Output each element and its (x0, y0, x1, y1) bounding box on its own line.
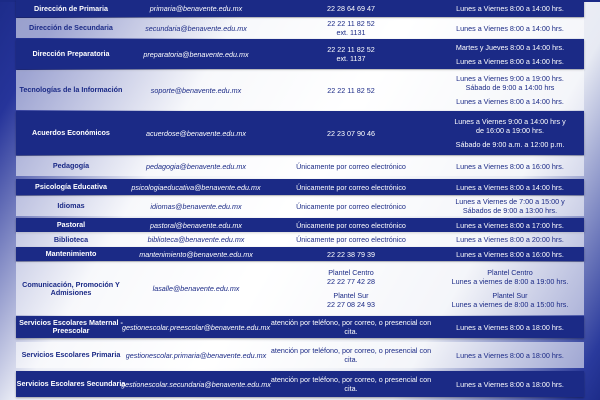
department-email-link[interactable]: gestionescolar.preescolar@benavente.edu.mx (121, 322, 271, 332)
department-name: Servicios Escolares Maternal - Preescolar (19, 318, 123, 335)
department-phone: Únicamente por correo electrónico (296, 201, 406, 211)
department-name: Dirección de Secundaria (29, 23, 113, 32)
department-name: Tecnologías de la Información (19, 85, 123, 94)
department-hours: Lunes a Viernes 8:00 a 20:00 hrs. (456, 235, 564, 244)
table-row (16, 111, 584, 155)
department-name: Pedagogía (52, 161, 90, 170)
department-email-link[interactable]: pedagogia@benavente.edu.mx (145, 161, 246, 171)
department-email-link[interactable]: soporte@benavente.edu.mx (150, 85, 242, 95)
table-row (16, 179, 584, 195)
department-phone: 22 28 64 69 47 (327, 4, 375, 13)
department-hours: Lunes a Viernes 8:00 a 17:00 hrs. (456, 220, 564, 230)
department-name: Pastoral (56, 220, 86, 229)
department-email-link[interactable]: idiomas@benavente.edu.mx (150, 201, 242, 211)
department-email-link[interactable]: preparatoria@benavente.edu.mx (143, 49, 249, 59)
department-hours: Lunes a Viernes 8:00 a 14:00 hrs. (456, 182, 564, 192)
department-name: Servicios Escolares Primaria (21, 350, 121, 359)
department-phone: 22 22 38 79 39 (327, 249, 375, 259)
table-row (16, 218, 584, 232)
department-name: Dirección Preparatoria (32, 49, 110, 58)
department-hours: Lunes a Viernes 8:00 a 16:00 hrs. (456, 161, 564, 171)
department-name: Acuerdos Económicos (32, 128, 110, 137)
department-hours: Lunes a Viernes 8:00 a 14:00 hrs. (456, 23, 564, 33)
department-email-link[interactable]: gestionescolar.secundaria@benavente.edu.mx (121, 379, 271, 389)
department-phone: 22 22 11 82 52 (327, 85, 375, 95)
table-row (16, 262, 584, 315)
department-phone: Únicamente por correo electrónico (296, 235, 406, 244)
department-name: Dirección de Primaria (34, 3, 108, 13)
table-row (16, 247, 584, 261)
department-phone: atención por teléfono, por correo, o presencial con cita. (270, 346, 432, 364)
department-phone: atención por teléfono, por correo, o presencial con cita. (270, 375, 432, 393)
table-row (16, 232, 584, 247)
department-hours: Martes y Jueves 8:00 a 14:00 hrs. Lunes a Viernes 8:00 a 14:00 hrs. (455, 42, 565, 66)
table-row (16, 371, 584, 397)
table-row (16, 316, 584, 338)
table-row (16, 342, 584, 368)
department-hours: Lunes a Viernes de 7:00 a 15:00 y Sábados de 9:00 a 13:00 hrs. (455, 197, 565, 215)
department-hours: Lunes a Viernes 9:00 a 14:00 hrs y de 16:00 a 19:00 hrs. Sábado de 9:00 a.m. a 12:00 p.m. (454, 117, 566, 149)
department-phone: 22 23 07 90 46 (327, 128, 375, 138)
department-hours: Lunes a Viernes 8:00 a 18:00 hrs. (456, 350, 564, 360)
department-name: Idiomas (57, 201, 85, 210)
department-email-link[interactable]: secundaria@benavente.edu.mx (145, 23, 247, 33)
department-email-link[interactable]: psicologiaeducativa@benavente.edu.mx (131, 182, 261, 192)
department-hours: Lunes a Viernes 8:00 a 18:00 hrs. (456, 379, 564, 389)
department-email-link[interactable]: biblioteca@benavente.edu.mx (147, 235, 245, 244)
table-row (16, 18, 584, 38)
department-phone: Únicamente por correo electrónico (296, 220, 406, 230)
table-row (16, 196, 584, 216)
table-row (16, 39, 584, 69)
department-email-link[interactable]: gestionescolar.primaria@benavente.edu.mx (125, 350, 267, 360)
department-email-link[interactable]: mantenimiento@benavente.edu.mx (139, 249, 253, 259)
department-hours: Lunes a Viernes 9:00 a 19:00 hrs. Sábado de 9:00 a 14:00 hrs Lunes a Viernes 8:00 a 14:00 hrs. (456, 74, 564, 106)
department-hours: Lunes a Viernes 8:00 a 16:00 hrs. (456, 249, 564, 259)
department-name: Comunicación, Promoción Y Admisiones (22, 279, 120, 297)
department-hours: Plantel Centro Lunes a viernes de 8:00 a 19:00 hrs. Plantel Sur Lunes a viernes de 8:00 a 15:00 hrs. (451, 268, 569, 309)
department-hours: Lunes a Viernes 8:00 a 14:00 hrs. (456, 4, 564, 13)
department-phone: Plantel Centro 22 22 77 42 28 Plantel Sur 22 27 08 24 93 (327, 268, 375, 309)
department-phone: 22 22 11 82 52 ext. 1137 (327, 45, 375, 63)
department-name: Biblioteca (53, 234, 89, 244)
department-email-link[interactable]: acuerdose@benavente.edu.mx (145, 128, 246, 138)
department-email-link[interactable]: pastoral@benavente.edu.mx (149, 220, 242, 230)
department-phone: atención por teléfono, por correo, o presencial con cita. (270, 318, 432, 336)
department-hours: Lunes a Viernes 8:00 a 18:00 hrs. (456, 322, 564, 332)
department-name: Psicología Educativa (35, 182, 107, 191)
department-email-link[interactable]: lasalle@benavente.edu.mx (152, 284, 240, 293)
department-email-link[interactable]: primaria@benavente.edu.mx (149, 4, 243, 13)
table-row (16, 156, 584, 176)
department-phone: Únicamente por correo electrónico (296, 182, 406, 192)
department-phone: Únicamente por correo electrónico (296, 161, 406, 171)
contact-directory-table (16, 0, 584, 400)
department-name: Mantenimiento (45, 249, 97, 258)
table-row (16, 70, 584, 110)
department-phone: 22 22 11 82 52 ext. 1131 (327, 19, 375, 37)
table-row (16, 0, 584, 17)
department-name: Servicios Escolares Secundaria (16, 379, 126, 388)
